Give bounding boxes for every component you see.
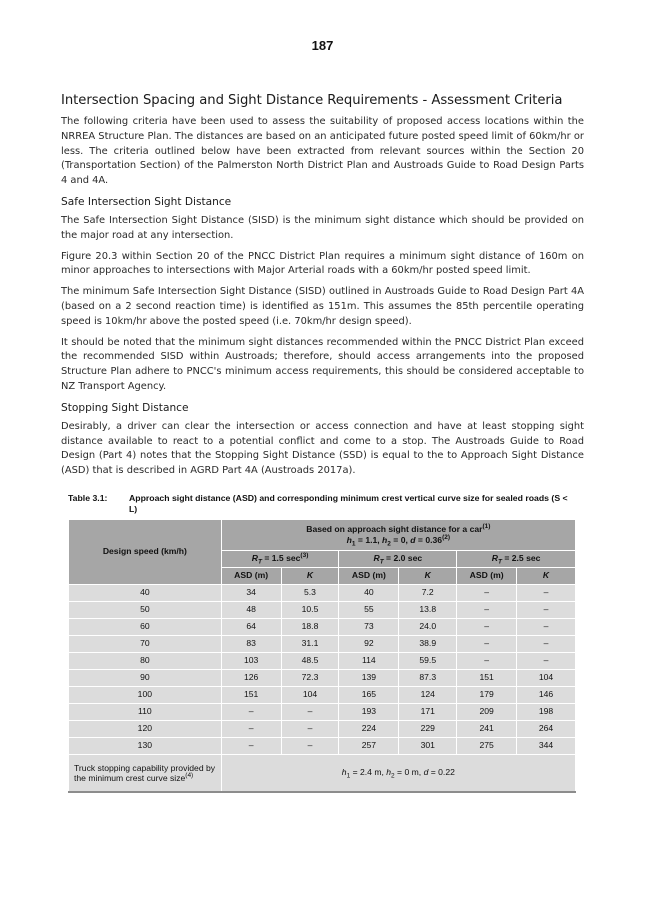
table-cell: 151 xyxy=(221,686,281,703)
table-cell: – xyxy=(281,737,339,754)
table-cell: 48.5 xyxy=(281,652,339,669)
table-cell: 104 xyxy=(517,669,576,686)
table-cell: – xyxy=(281,703,339,720)
sisd-paragraph-4: It should be noted that the minimum sight distances recommended within the PNCC District Plan exceed the recommended SISD within Austroads; therefore, should access arrangements into the proposed Structure Plan adhere to PNCC's minimum access requirements, this should be considered acceptable to NZ Transport Agency. xyxy=(61,336,584,392)
table-cell: 38.9 xyxy=(399,635,457,652)
design-speed-cell: 70 xyxy=(69,635,222,652)
table-cell: – xyxy=(457,635,517,652)
header-rt-1-5: $R_T = 1.5$ $\sec^{(3)}$ xyxy=(221,550,339,567)
design-speed-cell: 80 xyxy=(69,652,222,669)
table-cell: 193 xyxy=(339,703,399,720)
table-cell: 7.2 xyxy=(399,584,457,601)
table-cell: 5.3 xyxy=(281,584,339,601)
table-cell: 55 xyxy=(339,601,399,618)
table-row xyxy=(69,652,576,669)
table-cell: 165 xyxy=(339,686,399,703)
table-cell: 40 xyxy=(339,584,399,601)
table-cell: 13.8 xyxy=(399,601,457,618)
header-asd: ASD (m) xyxy=(457,567,517,584)
table-cell: 229 xyxy=(399,720,457,737)
table-row xyxy=(69,584,576,601)
table-body xyxy=(69,584,576,754)
header-k: K xyxy=(399,567,457,584)
table-caption-text: Approach sight distance (ASD) and corresponding minimum crest vertical curve size for sealed roads (S < L) xyxy=(129,492,568,514)
table-cell: 301 xyxy=(399,737,457,754)
table-row xyxy=(69,686,576,703)
table-row xyxy=(69,669,576,686)
table-cell: 87.3 xyxy=(399,669,457,686)
page-content xyxy=(61,92,584,793)
table-number: Table 3.1: xyxy=(68,492,108,503)
sisd-paragraph-2: Figure 20.3 within Section 20 of the PNCC District Plan requires a minimum sight distance of 160m on minor approaches to intersections with Major Arterial roads with a 60km/hr posted speed limit. xyxy=(61,250,584,277)
table-row xyxy=(69,720,576,737)
table-cell: 139 xyxy=(339,669,399,686)
table-cell: 18.8 xyxy=(281,618,339,635)
ssd-paragraph-1: Desirably, a driver can clear the intersection or access connection and have at least stopping sight distance available to react to a potential conflict and come to a stop. The Austroads Guide to Road Design (Part 4) notes that the Stopping Sight Distance (SSD) is equal to the to Approach Sight Distance (ASD) that is described in AGRD Part 4A (Austroads 2017a). xyxy=(61,420,584,477)
table-row xyxy=(69,601,576,618)
table-cell: 114 xyxy=(339,652,399,669)
table-cell: 104 xyxy=(281,686,339,703)
sight-distance-table xyxy=(68,519,576,793)
table-cell: 59.5 xyxy=(399,652,457,669)
table-cell: – xyxy=(221,703,281,720)
table-row xyxy=(69,635,576,652)
table-cell: – xyxy=(221,720,281,737)
table-cell: 72.3 xyxy=(281,669,339,686)
table-caption xyxy=(68,493,584,515)
table-cell: – xyxy=(517,584,576,601)
table-cell: 179 xyxy=(457,686,517,703)
design-speed-cell: 40 xyxy=(69,584,222,601)
table-cell: 209 xyxy=(457,703,517,720)
table-row xyxy=(69,703,576,720)
truck-capability-value: $h_1 = 2.4$ m, $h_2 = 0$ m, d = 0.22 xyxy=(221,754,575,792)
header-rt-2-5: $R_T = 2.5$ sec xyxy=(457,550,576,567)
table-row xyxy=(69,618,576,635)
table-cell: 34 xyxy=(221,584,281,601)
design-speed-cell: 50 xyxy=(69,601,222,618)
header-rt-2-0: $R_T = 2.0$ sec xyxy=(339,550,457,567)
table-cell: 146 xyxy=(517,686,576,703)
header-asd: ASD (m) xyxy=(339,567,399,584)
table-cell: 73 xyxy=(339,618,399,635)
table-cell: – xyxy=(221,737,281,754)
table-cell: 257 xyxy=(339,737,399,754)
table-cell: 24.0 xyxy=(399,618,457,635)
table-row xyxy=(69,737,576,754)
page-number: 187 xyxy=(311,38,334,53)
header-design-speed: Design speed (km/h) xyxy=(69,519,222,584)
section-title: Intersection Spacing and Sight Distance Requirements - Assessment Criteria xyxy=(61,93,563,108)
intro-paragraph: The following criteria have been used to assess the suitability of proposed access locations within the NRREA Structure Plan. The distances are based on an anticipated future posted speed limit of 60km/hr or less. The criteria outlined below have been extracted from relevant sources within the Section 20 (Transportation Section) of the Palmerston North District Plan and Austroads Guide to Road Design Parts 4 and 4A. xyxy=(61,116,584,187)
ssd-heading: Stopping Sight Distance xyxy=(61,401,189,414)
table-cell: – xyxy=(517,652,576,669)
table-cell: 264 xyxy=(517,720,576,737)
table-cell: 92 xyxy=(339,635,399,652)
table-cell: – xyxy=(457,652,517,669)
table-cell: 151 xyxy=(457,669,517,686)
table-cell: – xyxy=(457,618,517,635)
table-cell: 124 xyxy=(399,686,457,703)
table-cell: 275 xyxy=(457,737,517,754)
table-cell: 103 xyxy=(221,652,281,669)
table-cell: – xyxy=(281,720,339,737)
table-cell: – xyxy=(457,584,517,601)
sisd-paragraph-1: The Safe Intersection Sight Distance (SISD) is the minimum sight distance which should be provided on the major road at any intersection. xyxy=(61,214,584,241)
table-cell: 83 xyxy=(221,635,281,652)
table-cell: 344 xyxy=(517,737,576,754)
design-speed-cell: 100 xyxy=(69,686,222,703)
design-speed-cell: 60 xyxy=(69,618,222,635)
table-cell: 198 xyxy=(517,703,576,720)
truck-capability-label: Truck stopping capability provided by the minimum crest curve size$^{(4)}$ xyxy=(69,754,222,792)
table-cell: 126 xyxy=(221,669,281,686)
sisd-heading: Safe Intersection Sight Distance xyxy=(61,195,232,208)
design-speed-cell: 120 xyxy=(69,720,222,737)
table-cell: 48 xyxy=(221,601,281,618)
sisd-paragraph-3: The minimum Safe Intersection Sight Distance (SISD) outlined in Austroads Guide to Road Design Part 4A (based on a 2 second reaction time) is identified as 151m. This assumes the 85th percentile operating speed is 10km/hr above the posted speed (i.e. 70km/hr design speed). xyxy=(61,286,584,327)
header-asd: ASD (m) xyxy=(221,567,281,584)
table-cell: 241 xyxy=(457,720,517,737)
design-speed-cell: 90 xyxy=(69,669,222,686)
table-cell: – xyxy=(517,601,576,618)
table-cell: 10.5 xyxy=(281,601,339,618)
table-cell: – xyxy=(517,618,576,635)
design-speed-cell: 130 xyxy=(69,737,222,754)
table-cell: 31.1 xyxy=(281,635,339,652)
table-cell: 64 xyxy=(221,618,281,635)
table-footer-row xyxy=(69,754,576,792)
header-based-on-asd: Based on approach sight distance for a car$^{(1)}$ $h_1 = 1.1$, $h_2 = 0$, $d = 0.36^{(2)}$ xyxy=(221,519,575,550)
table-cell: 171 xyxy=(399,703,457,720)
table-cell: – xyxy=(517,635,576,652)
header-k: K xyxy=(281,567,339,584)
design-speed-cell: 110 xyxy=(69,703,222,720)
table-cell: 224 xyxy=(339,720,399,737)
header-k: K xyxy=(517,567,576,584)
table-cell: – xyxy=(457,601,517,618)
